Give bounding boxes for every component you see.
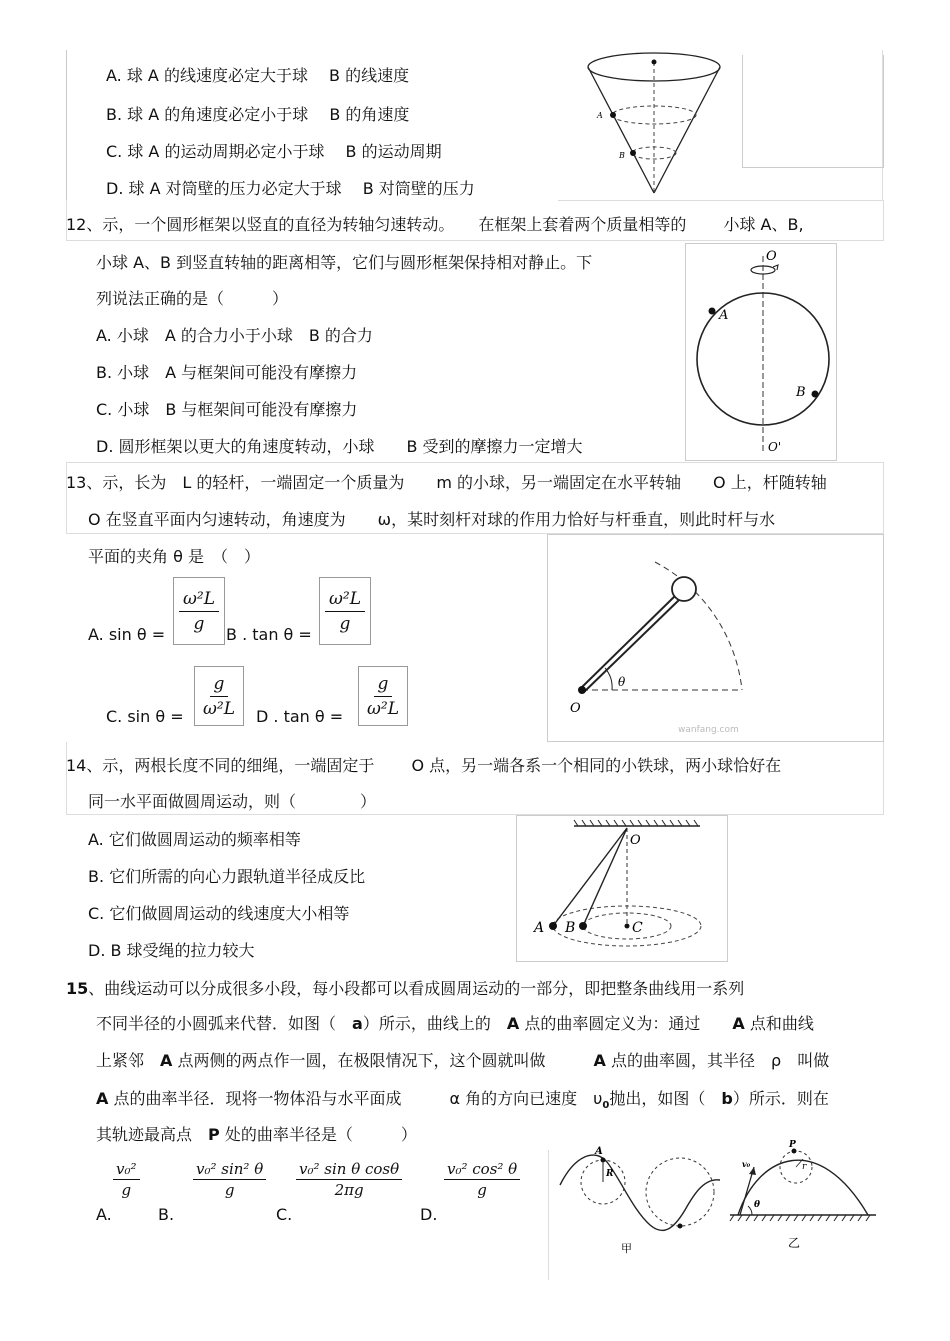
q11-side-box [742,55,884,168]
q11-option-a: A. 球 A 的线速度必定大于球 B 的线速度 [106,66,410,85]
q15-s2g: 点和曲线 [749,1014,814,1033]
rod-figure [560,540,880,740]
cone-figure [580,40,730,200]
q15-option-d-label: D. [420,1205,438,1224]
rod-watermark: wanfang.com [678,725,739,735]
q15-frac-a-den: g [121,1181,132,1199]
q13-option-c-prefix: C. sin θ = [106,707,184,726]
q12-stem-line1: 12、示，一个圆形框架以竖直的直径为转轴匀速转动。 在框架上套着两个质量相等的 小球 A、B, [66,215,804,234]
q15-stem-line3 [96,1051,829,1071]
q13-stem-line3: 平面的夹角 θ 是 （ ） [88,547,260,566]
rod-label-theta: θ [618,675,626,689]
q15-option-c-fraction [296,1160,402,1199]
q13-frac-d-num: g [374,674,393,697]
q15-option-d-fraction [444,1160,520,1199]
q15-s4a: A [96,1089,109,1108]
cone-label-b: B [619,151,625,160]
q15-s4f: ）所示．则在 [732,1089,829,1108]
q14-option-d: D. B 球受绳的拉力较大 [88,941,255,960]
pendulum-label-o: O [630,833,641,848]
q12-stem-line3: 列说法正确的是（ ） [96,289,289,308]
pendulum-label-b: B [565,920,576,936]
q15-s2f: A [732,1014,745,1033]
wave-label-r: R [606,1169,614,1179]
q12-option-a: A. 小球 A 的合力小于小球 B 的合力 [96,326,373,345]
q12-option-c: C. 小球 B 与框架间可能没有摩擦力 [96,400,358,419]
q15-s3c: 点两侧的两点作一圆，在极限情况下，这个圆就叫做 [177,1051,546,1070]
proj-label-v0: v₀ [742,1159,751,1169]
q15-frac-b-num: v₀² sin² θ [193,1160,266,1180]
q15-s2a: 不同半径的小圆弧来代替．如图（ [96,1014,337,1033]
q15-option-b-label: B. [158,1205,175,1224]
q15-s3a: 上紧邻 [96,1051,145,1070]
q12-stem-line2: 小球 A、B 到竖直转轴的距离相等，它们与圆形框架保持相对静止。下 [96,253,593,272]
q15-s2b: a [352,1014,363,1033]
projectile-figure [728,1135,878,1290]
q13-frac-c-num: g [210,674,229,697]
q11-option-b: B. 球 A 的角速度必定小于球 B 的角速度 [106,105,410,124]
pendulum-label-c: C [632,920,643,936]
ring-label-b: B [796,385,806,400]
ring-label-a: A [719,308,729,323]
ring-frame-figure [690,246,835,458]
q15-s4c: 0 [602,1100,610,1112]
q13-frac-b-num: ω²L [325,589,365,612]
q15-frac-d-den: g [477,1181,487,1199]
q14-option-a: A. 它们做圆周运动的频率相等 [88,830,301,849]
ring-label-o-prime: O' [768,440,782,454]
q14-stem-line2: 同一水平面做圆周运动，则（ ） [88,792,377,811]
q15-s3e: 点的曲率圆，其半径 ρ 叫做 [611,1051,830,1070]
q15-option-a-label: A. [96,1205,112,1224]
curvature-wave-figure [555,1140,725,1270]
q13-option-c-fraction [194,666,244,726]
q13-frac-b-den: g [339,613,351,634]
q15-frac-c-num: v₀² sin θ cosθ [296,1160,402,1180]
q13-frac-c-den: ω²L [203,698,235,719]
ring-label-o: O [766,249,777,264]
q14-option-c: C. 它们做圆周运动的线速度大小相等 [88,904,350,923]
q14-option-b: B. 它们所需的向心力跟轨道半径成反比 [88,867,366,886]
q15-s4b: 点的曲率半径．现将一物体沿与水平面成 α 角的方向已速度 υ [113,1089,603,1108]
q14-stem-line1: 14、示，两根长度不同的细绳，一端固定于 O 点，另一端各系一个相同的小铁球，两小球恰好在 [66,756,782,775]
q15-stem-line4 [96,1089,829,1116]
pendulum-label-a: A [534,920,545,936]
q12-option-b: B. 小球 A 与框架间可能没有摩擦力 [96,363,358,382]
q15-s5c: 处的曲率半径是（ ） [224,1125,417,1144]
q11-option-d: D. 球 A 对筒壁的压力必定大于球 B 对筒壁的压力 [106,179,475,198]
q15-stem1-text: 、曲线运动可以分成很多小段，每小段都可以看成圆周运动的一部分，即把整条曲线用一系列 [88,979,745,998]
q15-option-b-fraction [193,1160,266,1199]
proj-label-p: P [789,1140,796,1150]
q11-option-c: C. 球 A 的运动周期必定小于球 B 的运动周期 [106,142,442,161]
q15-s2d: A [506,1014,520,1033]
q13-frac-a-den: g [193,613,205,634]
q13-stem-line2: O 在竖直平面内匀速转动，角速度为 ω，某时刻杆对球的作用力恰好与杆垂直，则此时杆与水 [88,510,776,529]
q15-s3b: A [160,1051,173,1070]
q13-frac-a-num: ω²L [179,589,219,612]
proj-label-r: r [802,1162,807,1172]
q15-s3d: A [593,1051,606,1070]
q15-stem-line1 [66,979,744,999]
q13-option-a-fraction [173,577,225,645]
q13-option-a-prefix: A. sin θ = [88,625,166,644]
q15-option-a-fraction [113,1160,140,1199]
q15-s5a: 其轨迹最高点 [96,1125,193,1144]
q15-s2e: 点的曲率圆定义为：通过 [524,1014,701,1033]
conical-pendulum-figure [520,818,725,958]
q15-option-c-label: C. [276,1205,293,1224]
q15-frac-c-den: 2πg [334,1181,364,1199]
wave-caption: 甲 [621,1242,632,1255]
cone-label-a: A [597,111,603,120]
q13-option-b-prefix: B . tan θ = [226,625,312,644]
proj-label-theta: θ [754,1200,761,1210]
q15-s4d: 抛出，如图（ [609,1089,706,1108]
q15-frac-d-num: v₀² cos² θ [444,1160,520,1180]
rod-label-o: O [570,701,581,716]
wave-label-a: A [595,1146,603,1157]
q11-frame-left [66,50,67,200]
q12-option-d: D. 圆形框架以更大的角速度转动，小球 B 受到的摩擦力一定增大 [96,437,583,456]
q13-frac-d-den: ω²L [367,698,399,719]
q15-stem-line5 [96,1125,417,1145]
proj-caption: 乙 [788,1236,801,1250]
q13-option-d-fraction [358,666,408,726]
q15-figure-divider [548,1150,549,1280]
q13-stem-line1: 13、示，长为 L 的轻杆，一端固定一个质量为 m 的小球，另一端固定在水平转轴 O 上，杆随转轴 [66,473,827,492]
q15-number: 15 [66,979,89,998]
q13-option-d-prefix: D . tan θ = [256,707,344,726]
q15-s5b: P [208,1125,220,1144]
q15-s4e: b [721,1089,733,1108]
q15-stem-line2 [96,1014,814,1034]
q15-frac-a-num: v₀² [113,1160,140,1180]
q15-frac-b-den: g [224,1181,235,1199]
q13-option-b-fraction [319,577,371,645]
q15-s2c: ）所示，曲线上的 [362,1014,491,1033]
